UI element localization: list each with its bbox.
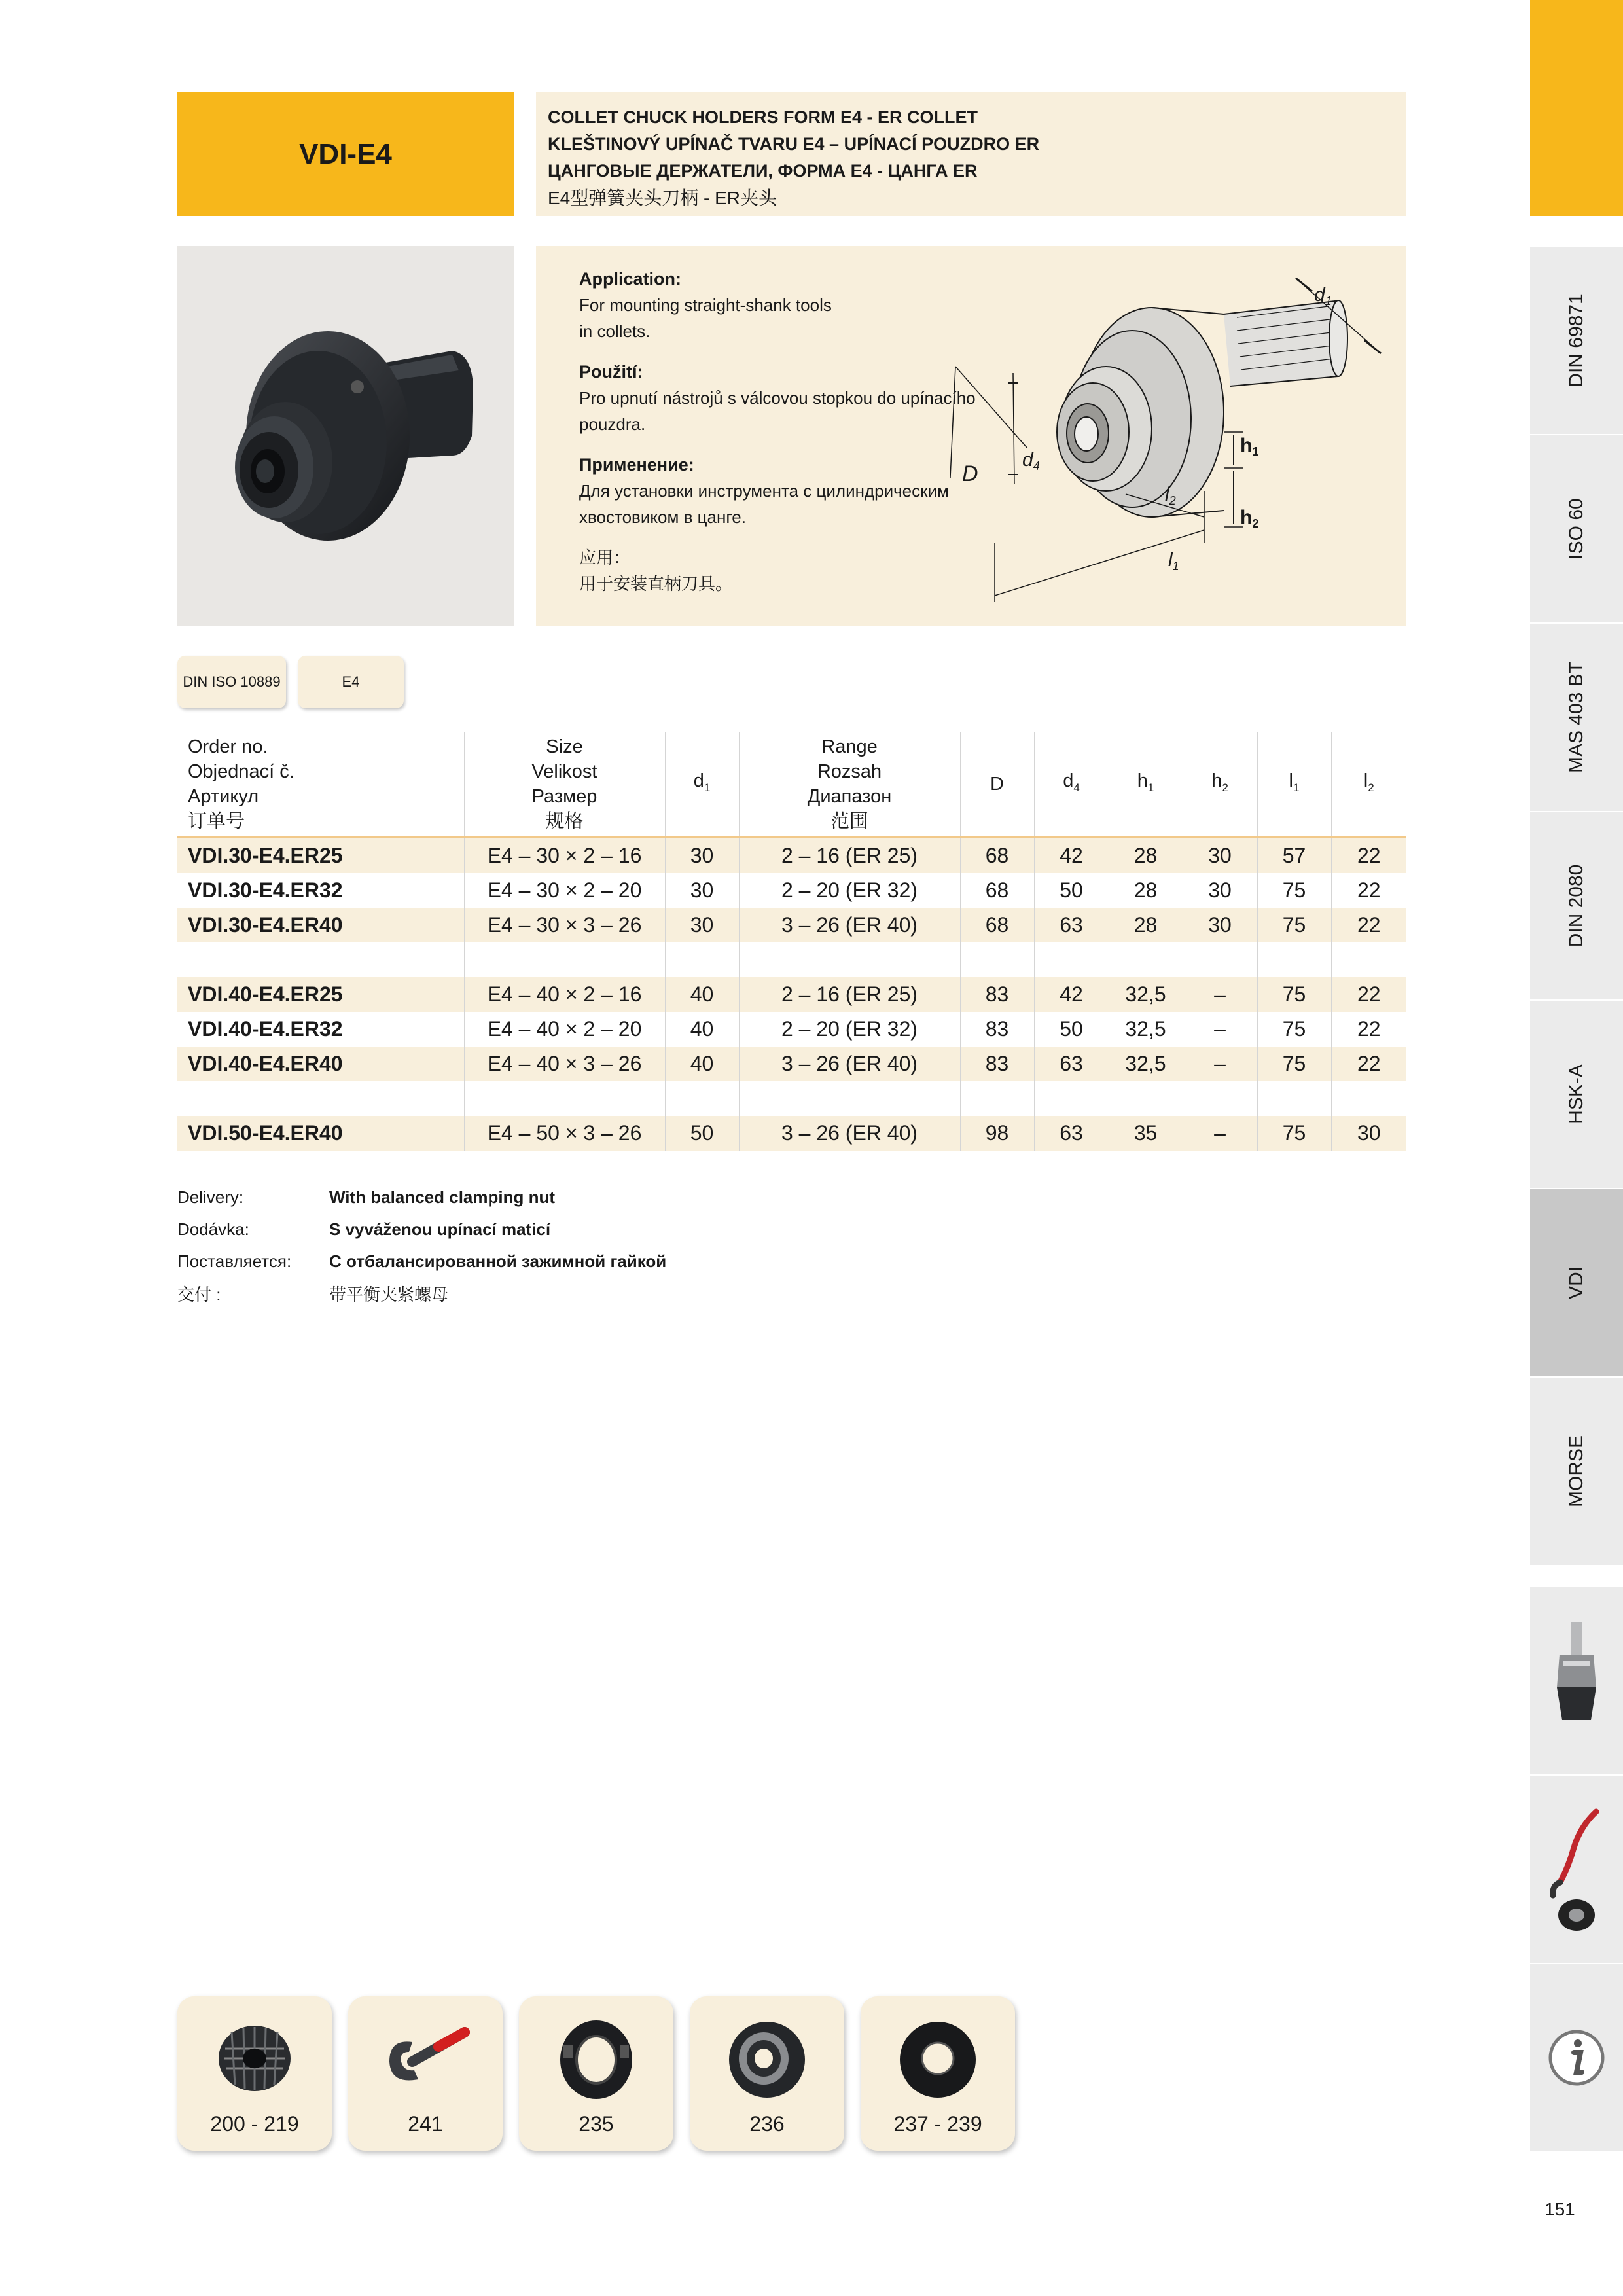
header-h1: $h_1$ — [1109, 732, 1183, 838]
drawing-label-d4: $d_4$ — [1022, 449, 1040, 473]
cell-h1: 32,5 — [1109, 977, 1183, 1012]
header-d1: $d_1$ — [665, 732, 739, 838]
cell-l1: 75 — [1257, 1047, 1331, 1081]
product-photo — [177, 246, 514, 626]
delivery-value: С отбалансированной зажимной гайкой — [329, 1251, 667, 1271]
standard-tag: DIN ISO 10889 — [177, 656, 286, 708]
cell-d: 83 — [960, 1012, 1034, 1047]
delivery-value: S vyváženou upínací maticí — [329, 1219, 551, 1239]
product-code: VDI-E4 — [299, 137, 392, 170]
cell-d1: 30 — [665, 908, 739, 942]
delivery-row-cn — [177, 1278, 666, 1310]
cell-l2: 22 — [1331, 873, 1406, 908]
accessory-page-ref: 241 — [408, 2112, 443, 2136]
application-text-cz: pouzdra. — [579, 414, 646, 434]
cell-size: E4 – 30 × 3 – 26 — [464, 908, 665, 942]
table-spacer-row — [177, 942, 1406, 977]
application-text — [579, 266, 976, 597]
application-heading-ru: Применение: — [579, 455, 694, 475]
cell-l2: 22 — [1331, 977, 1406, 1012]
sidebar-tab-label: ISO 60 — [1565, 498, 1587, 560]
accessory-card-clamping-nut[interactable] — [519, 1996, 673, 2151]
cell-size: E4 – 40 × 3 – 26 — [464, 1047, 665, 1081]
sidebar-tab-drill-chucks[interactable] — [1530, 1587, 1623, 1774]
sidebar-tab-iso-60[interactable] — [1530, 435, 1623, 622]
delivery-row-ru — [177, 1246, 666, 1278]
cell-l2: 22 — [1331, 908, 1406, 942]
cell-l1: 75 — [1257, 873, 1331, 908]
application-heading-en: Application: — [579, 269, 681, 289]
table-row — [177, 908, 1406, 942]
sidebar-tab-hsk-a[interactable] — [1530, 1001, 1623, 1188]
title-en: COLLET CHUCK HOLDERS FORM E4 - ER COLLET — [548, 107, 978, 127]
cell-h1: 35 — [1109, 1116, 1183, 1151]
cell-d4: 63 — [1034, 908, 1109, 942]
drawing-label-l2: $l_2$ — [1165, 484, 1176, 507]
table-row — [177, 1116, 1406, 1151]
application-text-en: in collets. — [579, 321, 651, 341]
cell-order: VDI.30-E4.ER40 — [177, 908, 464, 942]
wrench-icon — [376, 2013, 474, 2104]
collet-icon — [205, 2013, 304, 2104]
cell-d: 68 — [960, 908, 1034, 942]
standard-tag: E4 — [298, 656, 404, 708]
cell-d: 83 — [960, 1047, 1034, 1081]
product-code-box — [177, 92, 514, 216]
cell-h2: – — [1183, 1116, 1257, 1151]
cell-l1: 57 — [1257, 838, 1331, 874]
cell-d1: 30 — [665, 838, 739, 874]
table-spacer-row — [177, 1081, 1406, 1116]
delivery-row-cz — [177, 1213, 666, 1246]
header-order: Order no. Objednací č. Артикул 订单号 — [177, 732, 464, 838]
application-heading-cz: Použití: — [579, 362, 643, 382]
drawing-label-h1: $h_1$ — [1240, 435, 1259, 458]
delivery-info — [177, 1181, 666, 1310]
cell-d1: 40 — [665, 1047, 739, 1081]
cell-order: VDI.40-E4.ER40 — [177, 1047, 464, 1081]
sidebar-tab-label: DIN 69871 — [1565, 293, 1587, 387]
title-cn: E4型弹簧夹头刀柄 - ER夹头 — [548, 188, 777, 208]
header-size: Size Velikost Размер 规格 — [464, 732, 665, 838]
delivery-label: Dodávka: — [177, 1219, 249, 1239]
cell-d1: 30 — [665, 873, 739, 908]
application-text-ru: хвостовиком в цанге. — [579, 507, 746, 527]
sidebar-tab-label: VDI — [1565, 1266, 1587, 1300]
cell-size: E4 – 40 × 2 – 16 — [464, 977, 665, 1012]
sidebar-tab-din-69871[interactable] — [1530, 247, 1623, 434]
application-text-en: For mounting straight-shank tools — [579, 295, 832, 315]
cell-h2: 30 — [1183, 873, 1257, 908]
header-D: D — [960, 732, 1034, 838]
cell-h1: 32,5 — [1109, 1012, 1183, 1047]
drill-chuck-icon — [1544, 1615, 1609, 1746]
technical-drawing — [942, 268, 1400, 615]
cell-h2: – — [1183, 1012, 1257, 1047]
sidebar-tab-wrenches-nuts[interactable] — [1530, 1776, 1623, 1963]
sidebar-tab-vdi[interactable] — [1530, 1189, 1623, 1376]
cell-size: E4 – 30 × 2 – 20 — [464, 873, 665, 908]
application-text-ru: Для установки инструмента с цилиндрическим — [579, 481, 949, 501]
cell-order: VDI.40-E4.ER32 — [177, 1012, 464, 1047]
cell-size: E4 – 50 × 3 – 26 — [464, 1116, 665, 1151]
sidebar-tab-info[interactable] — [1530, 1964, 1623, 2151]
cell-l1: 75 — [1257, 908, 1331, 942]
drawing-label-d1: $d_1$ — [1314, 284, 1332, 308]
cell-l1: 75 — [1257, 977, 1331, 1012]
cell-range: 3 – 26 (ER 40) — [739, 1116, 960, 1151]
wrench-nut-icon — [1544, 1804, 1609, 1935]
header-l1: $l_1$ — [1257, 732, 1331, 838]
cell-l1: 75 — [1257, 1012, 1331, 1047]
delivery-label: Поставляется: — [177, 1251, 292, 1271]
cell-h1: 28 — [1109, 873, 1183, 908]
cell-l2: 30 — [1331, 1116, 1406, 1151]
sidebar-tab-morse[interactable] — [1530, 1378, 1623, 1565]
application-text-cn: 用于安装直柄刀具。 — [579, 574, 733, 594]
cell-d: 68 — [960, 838, 1034, 874]
accessory-card-collet[interactable] — [177, 1996, 332, 2151]
sidebar-tab-label: DIN 2080 — [1565, 864, 1587, 948]
cell-order: VDI.30-E4.ER25 — [177, 838, 464, 874]
sealing-disc-icon — [889, 2013, 987, 2104]
drawing-label-l1: $l_1$ — [1168, 549, 1179, 573]
cell-l2: 22 — [1331, 1012, 1406, 1047]
cell-range: 2 – 16 (ER 25) — [739, 838, 960, 874]
cell-range: 3 – 26 (ER 40) — [739, 908, 960, 942]
cell-range: 2 – 16 (ER 25) — [739, 977, 960, 1012]
cell-h1: 28 — [1109, 908, 1183, 942]
sidebar-tab-mas-403-bt[interactable] — [1530, 624, 1623, 811]
cell-l1: 75 — [1257, 1116, 1331, 1151]
cell-h2: 30 — [1183, 838, 1257, 874]
table-header-row — [177, 732, 1406, 838]
table-row — [177, 977, 1406, 1012]
cell-order: VDI.30-E4.ER32 — [177, 873, 464, 908]
cell-size: E4 – 40 × 2 – 20 — [464, 1012, 665, 1047]
table-row — [177, 873, 1406, 908]
cell-order: VDI.50-E4.ER40 — [177, 1116, 464, 1151]
accessory-page-ref: 237 - 239 — [893, 2112, 982, 2136]
cell-d: 68 — [960, 873, 1034, 908]
cell-size: E4 – 30 × 2 – 16 — [464, 838, 665, 874]
collet-holder-photo-icon — [177, 246, 514, 626]
sidebar-accent-block — [1530, 0, 1623, 216]
product-title-panel — [536, 92, 1406, 216]
cell-d4: 50 — [1034, 1012, 1109, 1047]
sidebar-tab-label: MAS 403 BT — [1565, 661, 1587, 774]
cell-d4: 63 — [1034, 1116, 1109, 1151]
header-h2: $h_2$ — [1183, 732, 1257, 838]
cell-d: 83 — [960, 977, 1034, 1012]
drawing-label-h2: $h_2$ — [1240, 507, 1259, 530]
cell-d1: 50 — [665, 1116, 739, 1151]
cell-h2: 30 — [1183, 908, 1257, 942]
clamping-nut-icon — [547, 2013, 645, 2104]
cell-d4: 50 — [1034, 873, 1109, 908]
delivery-row-en — [177, 1181, 666, 1213]
cell-l2: 22 — [1331, 838, 1406, 874]
bearing-nut-icon — [718, 2013, 816, 2104]
header-range: Range Rozsah Диапазон 范围 — [739, 732, 960, 838]
table-row — [177, 838, 1406, 874]
sidebar-tab-label: HSK-A — [1565, 1064, 1587, 1124]
delivery-label: Delivery: — [177, 1187, 244, 1207]
header-l2: $l_2$ — [1331, 732, 1406, 838]
cell-l2: 22 — [1331, 1047, 1406, 1081]
accessory-card-bearing-nut[interactable] — [690, 1996, 844, 2151]
application-heading-cn: 应用： — [579, 548, 631, 567]
cell-h2: – — [1183, 1047, 1257, 1081]
cell-range: 3 – 26 (ER 40) — [739, 1047, 960, 1081]
delivery-value: With balanced clamping nut — [329, 1187, 556, 1207]
delivery-value: 带平衡夹紧螺母 — [329, 1285, 449, 1304]
cell-d: 98 — [960, 1116, 1034, 1151]
page-number: 151 — [1544, 2199, 1575, 2219]
accessory-card-sealing-disc[interactable] — [861, 1996, 1015, 2151]
sidebar-tab-din-2080[interactable] — [1530, 812, 1623, 999]
table-row — [177, 1047, 1406, 1081]
drawing-label-D: D — [962, 461, 978, 486]
cell-h1: 32,5 — [1109, 1047, 1183, 1081]
cell-d1: 40 — [665, 977, 739, 1012]
accessory-page-ref: 236 — [749, 2112, 785, 2136]
application-text-cz: Pro upnutí nástrojů s válcovou stopkou do upínacího — [579, 388, 976, 408]
cell-range: 2 – 20 (ER 32) — [739, 873, 960, 908]
cell-d4: 42 — [1034, 977, 1109, 1012]
info-icon — [1544, 1992, 1609, 2123]
title-ru: ЦАНГОВЫЕ ДЕРЖАТЕЛИ, ФОРМА E4 - ЦАНГА ER — [548, 161, 978, 181]
cell-order: VDI.40-E4.ER25 — [177, 977, 464, 1012]
sidebar-tab-label: MORSE — [1565, 1435, 1587, 1508]
cell-d4: 63 — [1034, 1047, 1109, 1081]
cell-h1: 28 — [1109, 838, 1183, 874]
spec-table — [177, 732, 1406, 1151]
cell-d1: 40 — [665, 1012, 739, 1047]
cell-range: 2 – 20 (ER 32) — [739, 1012, 960, 1047]
accessory-page-ref: 200 - 219 — [210, 2112, 299, 2136]
title-cz: KLEŠTINOVÝ UPÍNAČ TVARU E4 – UPÍNACÍ POUZDRO ER — [548, 134, 1040, 154]
cell-h2: – — [1183, 977, 1257, 1012]
cell-d4: 42 — [1034, 838, 1109, 874]
delivery-label: 交付 : — [177, 1285, 221, 1304]
accessory-page-ref: 235 — [579, 2112, 614, 2136]
table-row — [177, 1012, 1406, 1047]
accessory-card-wrench[interactable] — [348, 1996, 503, 2151]
header-d4: $d_4$ — [1034, 732, 1109, 838]
